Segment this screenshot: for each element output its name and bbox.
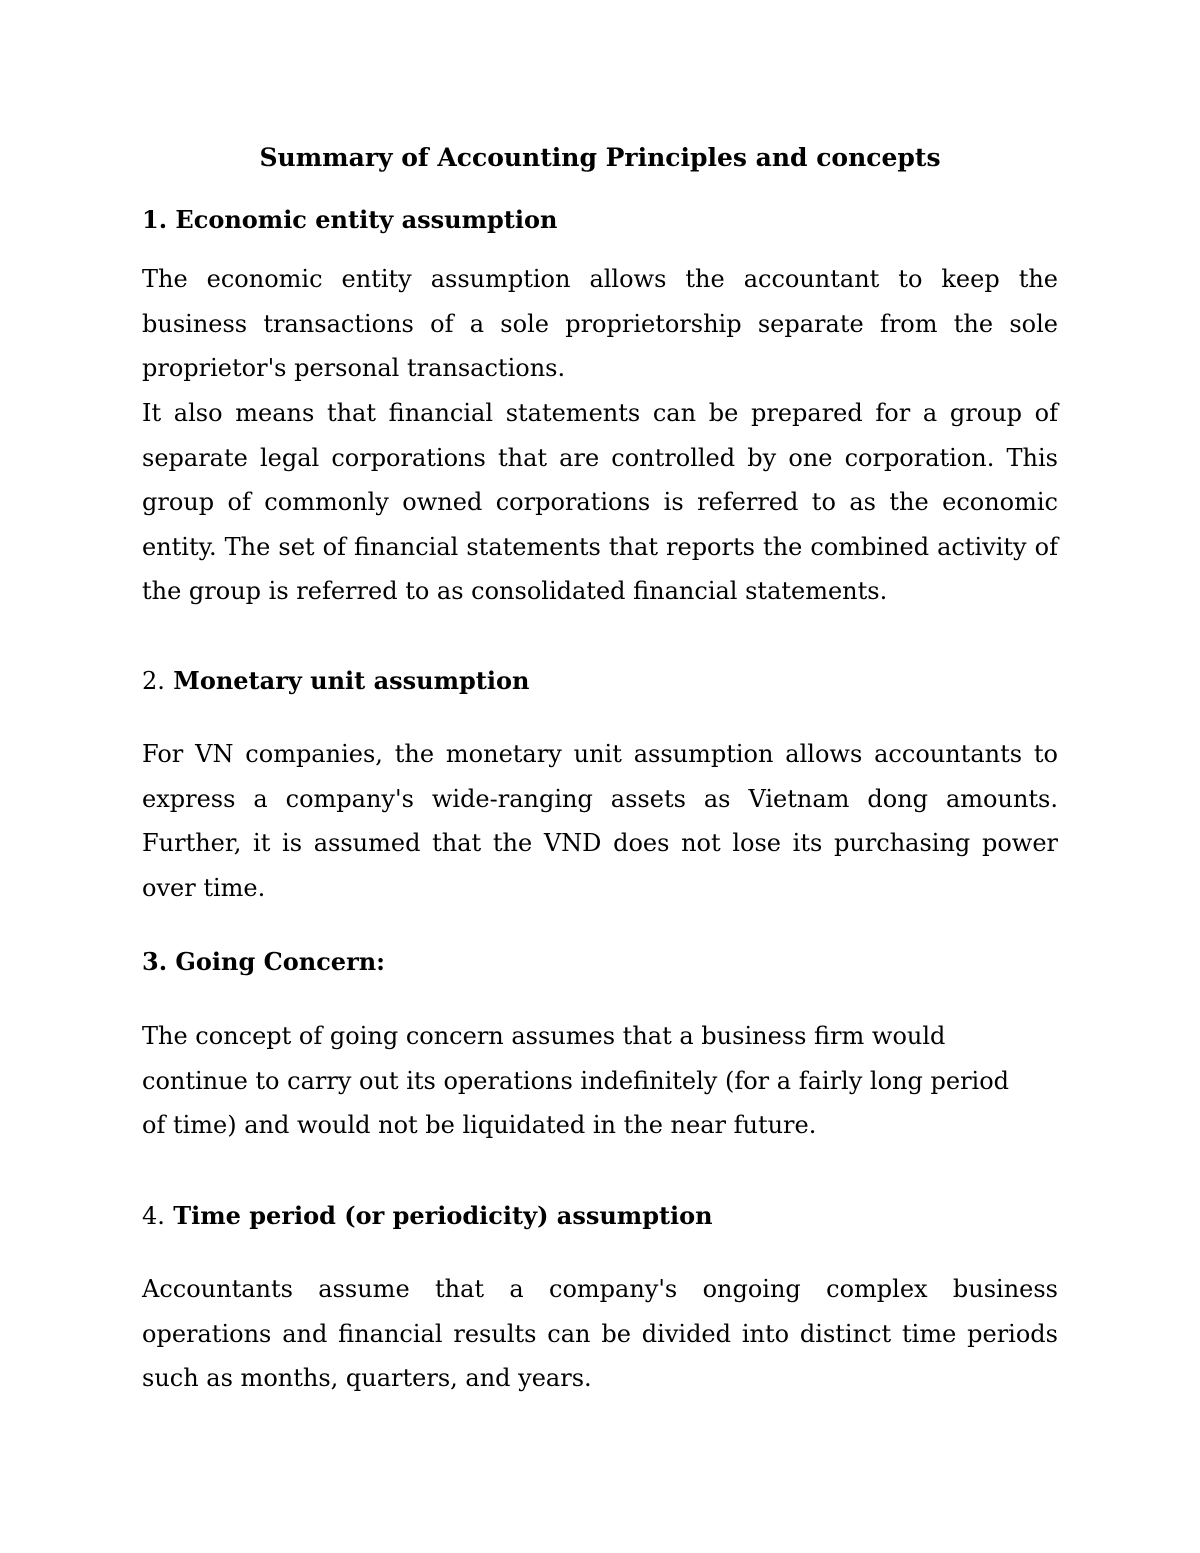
section-4-heading	[142, 1198, 1058, 1234]
section-4-paragraph-1: Accountants assume that a company's ongoing complex business operations and financial results can be divided into distinct time periods such as months, quarters, and years.	[142, 1275, 1058, 1392]
section-1-heading	[142, 202, 1058, 238]
section-3-title: Going Concern:	[175, 947, 386, 976]
section-4-title: Time period (or periodicity) assumption	[173, 1201, 713, 1230]
section-1-paragraph-2: It also means that financial statements can be prepared for a group of separate legal corporations that are controlled by one corporation. This group of commonly owned corporations is referred to as the economic entity. The set of financial statements that reports the combined activity of the group is referred to as consolidated financial statements.	[142, 399, 1058, 605]
section-2-paragraph-1: For VN companies, the monetary unit assumption allows accountants to express a company's wide-ranging assets as Vietnam dong amounts. Further, it is assumed that the VND does not lose its purchasing power over time.	[142, 740, 1058, 902]
section-2-title: Monetary unit assumption	[173, 666, 530, 695]
section-2-heading	[142, 663, 1058, 699]
section-4-number: 4.	[142, 1202, 165, 1230]
section-1-paragraph-1: The economic entity assumption allows the accountant to keep the business transactions of a sole proprietorship separate from the sole proprietor's personal transactions.	[142, 265, 1058, 382]
section-3-heading	[142, 944, 1058, 980]
section-2-number: 2.	[142, 667, 165, 695]
document-title: Summary of Accounting Principles and concepts	[259, 143, 941, 172]
section-3-number: 3.	[142, 947, 168, 976]
section-1-number: 1.	[142, 205, 168, 234]
section-3-paragraph-1: The concept of going concern assumes that a business firm would continue to carry out its operations indefinitely (for a fairly long period of time) and would not be liquidated in the near future.	[142, 1022, 1010, 1139]
section-1-title: Economic entity assumption	[175, 205, 558, 234]
